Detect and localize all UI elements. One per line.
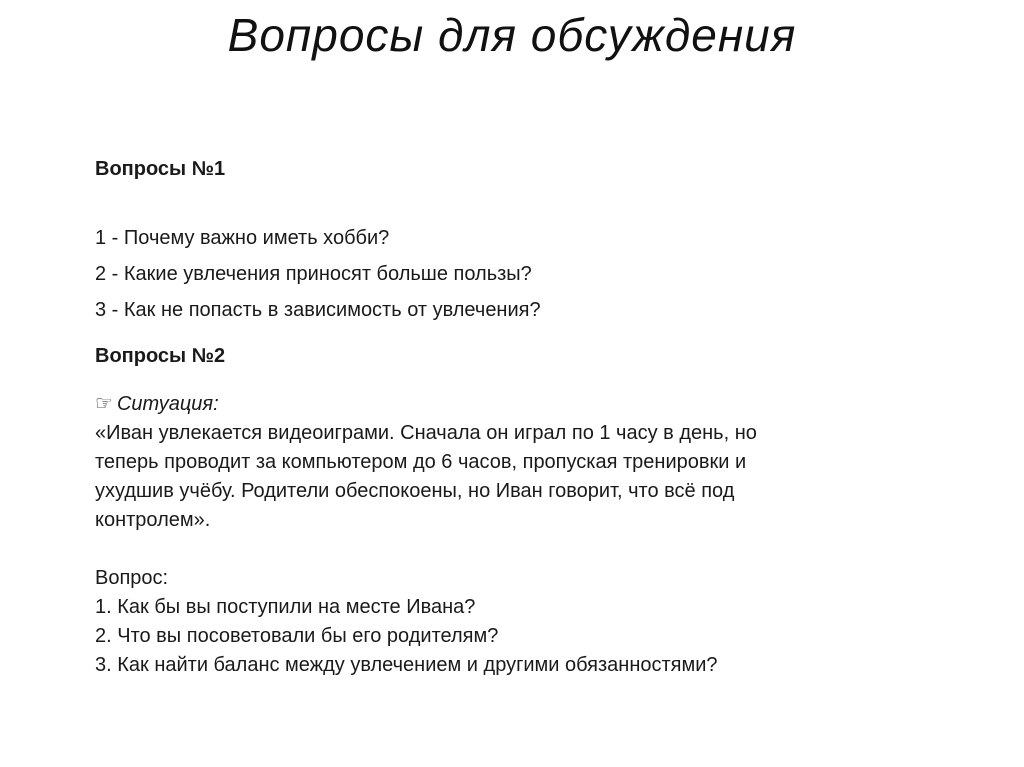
- situation-line-1: «Иван увлекается видеоиграми. Сначала он играл по 1 часу в день, но: [95, 422, 757, 444]
- section1-question-3: 3 - Как не попасть в зависимость от увлечения?: [95, 299, 541, 321]
- slide-content: [95, 155, 955, 680]
- pointing-hand-icon: ☞: [95, 393, 113, 415]
- situation-line-4: контролем».: [95, 509, 211, 531]
- situation-label: Ситуация:: [116, 393, 219, 415]
- section2-question-3: 3. Как найти баланс между увлечением и другими обязанностями?: [95, 654, 718, 676]
- question-label: Вопрос:: [95, 567, 169, 589]
- situation-line-3: ухудшив учёбу. Родители обеспокоены, но Иван говорит, что всё под: [95, 480, 735, 502]
- section1-question-2: 2 - Какие увлечения приносят больше пользы?: [95, 263, 532, 285]
- section2-question-1: 1. Как бы вы поступили на месте Ивана?: [95, 596, 476, 618]
- section2-heading: Вопросы №2: [95, 345, 226, 367]
- situation-line-2: теперь проводит за компьютером до 6 часов, пропуская тренировки и: [95, 451, 747, 473]
- section2-question-2: 2. Что вы посоветовали бы его родителям?: [95, 625, 499, 647]
- section1-heading: Вопросы №1: [95, 158, 226, 180]
- slide-title: Вопросы для обсуждения: [227, 9, 797, 61]
- situation-label-line: [95, 390, 955, 419]
- section1-question-1: 1 - Почему важно иметь хобби?: [95, 227, 390, 249]
